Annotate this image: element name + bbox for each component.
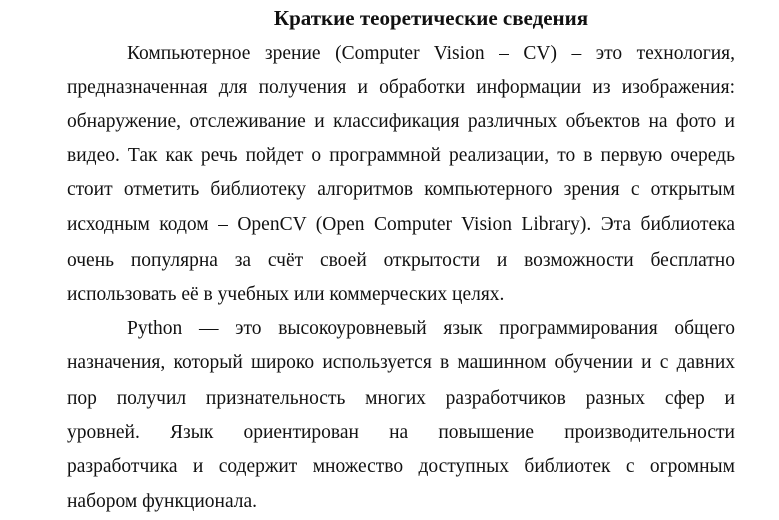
paragraph-line: стоит отметить библиотеку алгоритмов компьютерного зрения с открытым xyxy=(67,179,735,200)
paragraph-line: Python — это высокоуровневый язык программирования общего xyxy=(127,318,735,339)
section-title: Краткие теоретические сведения xyxy=(273,6,589,30)
paragraph-line: разработчика и содержит множество доступных библиотек с огромным xyxy=(67,456,735,477)
paragraph-line: видео. Так как речь пойдет о программной реализации, то в первую очередь xyxy=(67,145,735,166)
paragraph-line: уровней. Язык ориентирован на повышение производительности xyxy=(67,422,735,443)
paragraph-line: обнаружение, отслеживание и классификация различных объектов на фото и xyxy=(67,111,735,132)
paragraph-line: предназначенная для получения и обработки информации из изображения: xyxy=(67,77,735,98)
paragraph-line: Компьютерное зрение (Computer Vision – CV) – это технология, xyxy=(127,43,735,64)
paragraph-line: пор получил признательность многих разработчиков разных сфер и xyxy=(67,388,735,409)
paragraph-line: очень популярна за счёт своей открытости и возможности бесплатно xyxy=(67,250,735,271)
paragraph-line: набором функционала. xyxy=(67,491,258,512)
paragraph-line: назначения, который широко используется в машинном обучении и с давних xyxy=(67,352,735,373)
paragraph-line: исходным кодом – OpenCV (Open Computer Vision Library). Эта библиотека xyxy=(67,214,735,235)
paragraph-line: использовать её в учебных или коммерческих целях. xyxy=(67,284,505,305)
